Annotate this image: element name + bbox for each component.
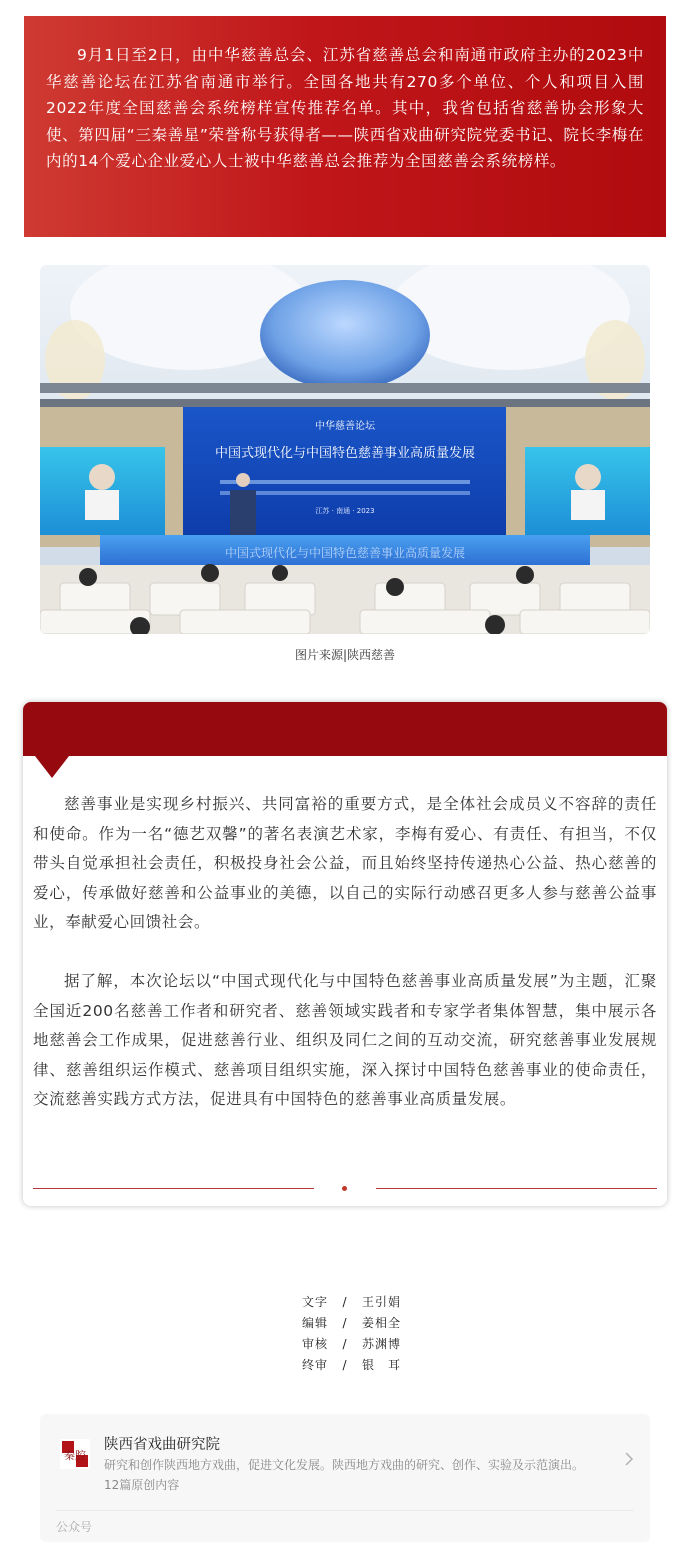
account-divider	[56, 1510, 634, 1511]
card-body	[33, 790, 657, 1115]
account-logo-text: 秦腔	[64, 1449, 86, 1462]
account-original-count: 12篇原创内容	[104, 1478, 180, 1492]
chevron-right-icon[interactable]	[624, 1451, 634, 1467]
photo-stage-text: 中国式现代化与中国特色慈善事业高质量发展	[224, 546, 466, 560]
account-type-label: 公众号	[56, 1520, 93, 1534]
card-paragraph-1: 慈善事业是实现乡村振兴、共同富裕的重要方式，是全体社会成员义不容辞的责任和使命。作为一名“德艺双馨”的著名表演艺术家，李梅有爱心、有责任、有担当，不仅带头自觉承担社会责任，积极投身社会公益，而且始终坚持传递热心公益、热心慈善的爱心，传承做好慈善和公益事业的美德，以自己的实际行动感召更多人参与慈善公益事业，奉献爱心回馈社会。	[33, 795, 657, 931]
card-divider-right	[376, 1188, 657, 1189]
credit-name: 姜相全	[362, 1316, 402, 1330]
intro-paragraph: 9月1日至2日，由中华慈善总会、江苏省慈善总会和南通市政府主办的2023中华慈善论坛在江苏省南通市举行。全国各地共有270多个单位、个人和项目入围2022年度全国慈善会系统榜样宣传推荐名单。其中，我省包括省慈善协会形象大使、第四届“三秦善星”荣誉称号获得者——陕西省戏曲研究院党委书记、院长李梅在内的14个爱心企业爱心人士被中华慈善总会推荐为全国慈善会系统榜样。	[46, 46, 644, 170]
account-logo	[60, 1439, 90, 1469]
photo-banner-sub: 江苏 · 南通 · 2023	[315, 507, 375, 515]
credit-role: 终审	[301, 1358, 328, 1372]
credit-separator: /	[342, 1295, 348, 1309]
credit-role: 编辑	[301, 1316, 328, 1330]
photo-banner-main: 中国式现代化与中国特色慈善事业高质量发展	[214, 446, 476, 461]
credit-separator: /	[342, 1358, 348, 1372]
card-divider-dot	[342, 1186, 347, 1191]
account-description: 研究和创作陕西地方戏曲，促进文化发展。陕西地方戏曲的研究、创作、实验及示范演出。	[104, 1458, 585, 1472]
credits	[0, 1292, 690, 1376]
content-card	[23, 702, 667, 1206]
credit-row	[0, 1313, 690, 1334]
credit-name: 银 耳	[362, 1358, 402, 1372]
card-divider-left	[33, 1188, 314, 1189]
card-paragraph-2: 据了解，本次论坛以“中国式现代化与中国特色慈善事业高质量发展”为主题，汇聚全国近200名慈善工作者和研究者、慈善领域实践者和专家学者集体智慧，集中展示各地慈善会工作成果，促进慈善行业、组织及同仁之间的互动交流，研究慈善事业发展规律、慈善组织运作模式、慈善项目组织实施，深入探讨中国特色慈善事业的使命责任，交流慈善实践方式方法，促进具有中国特色的慈善事业高质量发展。	[33, 972, 657, 1108]
credit-separator: /	[342, 1337, 348, 1351]
credit-role: 审核	[301, 1337, 328, 1351]
card-header-bar	[23, 702, 667, 756]
photo-banner-top: 中华慈善论坛	[315, 421, 375, 432]
credit-separator: /	[342, 1316, 348, 1330]
credit-role: 文字	[301, 1295, 328, 1309]
intro-banner	[24, 16, 666, 237]
credit-row	[0, 1355, 690, 1376]
credit-row	[0, 1292, 690, 1313]
official-account-card[interactable]	[40, 1414, 650, 1542]
credit-name: 王引娟	[362, 1295, 402, 1309]
credit-row	[0, 1334, 690, 1355]
photo-caption: 图片来源|陕西慈善	[294, 648, 396, 662]
account-name[interactable]: 陕西省戏曲研究院	[104, 1437, 220, 1453]
credit-name: 苏渊博	[362, 1337, 402, 1351]
card-header-notch	[35, 756, 69, 778]
event-photo[interactable]	[40, 265, 650, 634]
